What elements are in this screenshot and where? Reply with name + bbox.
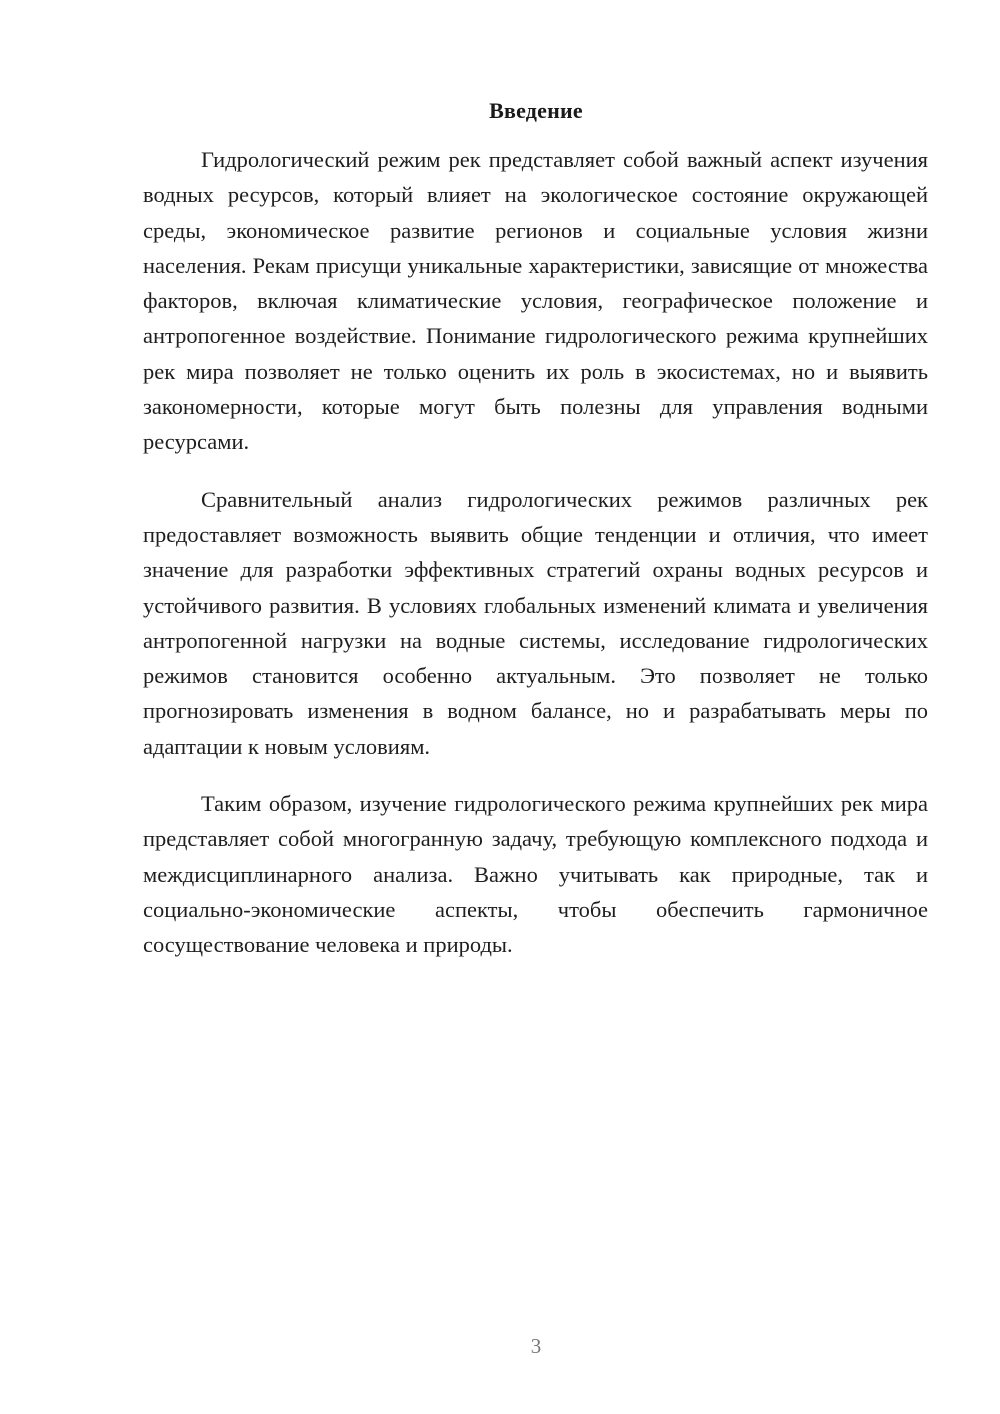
paragraph-3: Таким образом, изучение гидрологического режима крупнейших рек мира представляет собой многогранную задачу, требующую комплексного подхода и междисциплинарного анализа. Важно учитывать как природные, так и социально-экономические аспекты, чтобы обеспечить гармоничное сосуществование человека и природы.	[143, 791, 928, 958]
paragraph-1: Гидрологический режим рек представляет собой важный аспект изучения водных ресурсов, который влияет на экологическое состояние окружающей среды, экономическое развитие регионов и социальные условия жизни населения. Рекам присущи уникальные характеристики, зависящие от множества факторов, включая климатические условия, географическое положение и антропогенное воздействие. Понимание гидрологического режима крупнейших рек мира позволяет не только оценить их роль в экосистемах, но и выявить закономерности, которые могут быть полезны для управления водными ресурсами.	[143, 147, 928, 455]
page-title: Введение	[489, 98, 583, 123]
page-number: 3	[530, 1334, 542, 1358]
paragraph-2: Сравнительный анализ гидрологических режимов различных рек предоставляет возможность выявить общие тенденции и отличия, что имеет значение для разработки эффективных стратегий охраны водных ресурсов и устойчивого развития. В условиях глобальных изменений климата и увеличения антропогенной нагрузки на водные системы, исследование гидрологических режимов становится особенно актуальным. Это позволяет не только прогнозировать изменения в водном балансе, но и разрабатывать меры по адаптации к новым условиям.	[143, 486, 928, 759]
body-text	[143, 142, 928, 985]
